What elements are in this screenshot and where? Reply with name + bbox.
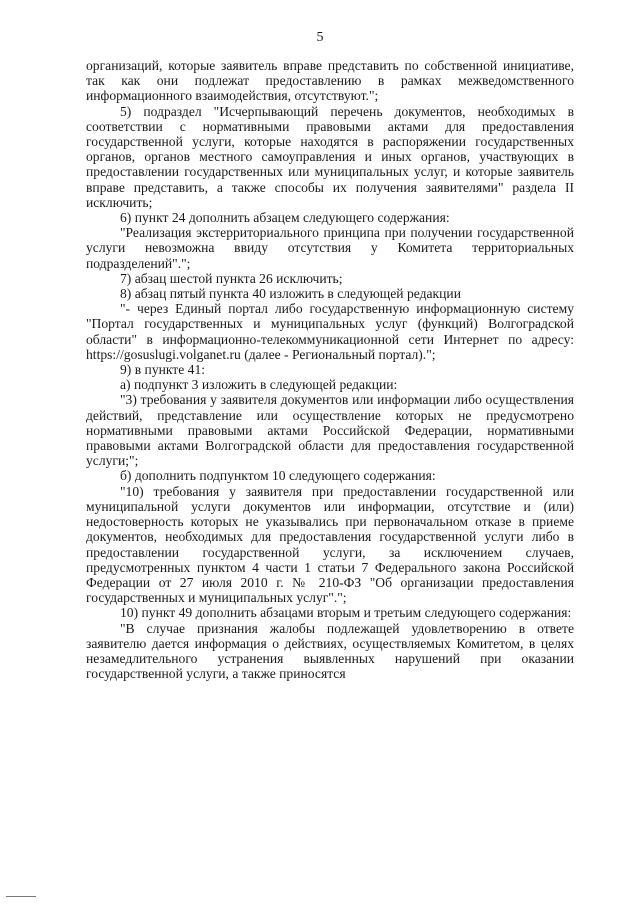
paragraph-continuation: организаций, которые заявитель вправе представить по собственной инициативе, так как они подлежат предоставлению в рамках межведомственного информационного взаимодействия, отсутствуют.";: [86, 58, 574, 104]
paragraph-item-10: 10) пункт 49 дополнить абзацами вторым и третьим следующего содержания:: [120, 605, 572, 621]
document-body: [86, 58, 574, 681]
paragraph-item-5: 5) подраздел "Исчерпывающий перечень документов, необходимых в соответствии с нормативными правовыми актами для предоставления государственной услуги, которые находятся в распоряжении государственных органов, органов местного самоуправления и иных органов, участвующих в предоставлении государственных или муниципальных услуг, и которые заявитель вправе представить, а также способы их получения заявителями" раздела II исключить;: [86, 103, 574, 210]
paragraph-quote-complaint: "В случае признания жалобы подлежащей удовлетворению в ответе заявителю дается информация о действиях, осуществляемых Комитетом, в целях незамедлительного устранения выявленных нарушений при оказании государственной услуги, а также приносятся: [86, 620, 574, 682]
paragraph-subitem-a: а) подпункт 3 изложить в следующей редакции:: [120, 377, 398, 393]
paragraph-item-8: 8) абзац пятый пункта 40 изложить в следующей редакции: [120, 286, 461, 302]
paragraph-item-9: 9) в пункте 41:: [120, 362, 206, 378]
paragraph-subitem-b: б) дополнить подпунктом 10 следующего содержания:: [120, 468, 436, 484]
paragraph-quote-extraterritorial: "Реализация экстерриториального принципа при получении государственной услуги невозможна ввиду отсутствия у Комитета территориальных подразделений".";: [86, 225, 574, 271]
paragraph-item-6: 6) пункт 24 дополнить абзацем следующего содержания:: [120, 210, 450, 226]
margin-mark: [6, 896, 36, 897]
paragraph-quote-subitem-3: "3) требования у заявителя документов или информации либо осуществления действий, представление или осуществление которых не предусмотрено нормативными правовыми актами Российской Федерации, нормативными правовыми актами Волгоградской области для предоставления государственной услуги;";: [86, 392, 574, 469]
paragraph-quote-portal: "- через Единый портал либо государственную информационную систему "Портал государственных и муниципальных услуг (функций) Волгоградской области" в информационно-телекоммуникационной сети Интернет по адресу: https://gosuslugi.volganet.ru (далее - Региональный портал).";: [86, 301, 574, 362]
paragraph-item-7: 7) абзац шестой пункта 26 исключить;: [120, 270, 343, 286]
paragraph-quote-subitem-10: "10) требования у заявителя при предоставлении государственной или муниципальной услуги документов или информации, отсутствие и (или) недостоверность которых не указывались при первоначальном отказе в приеме документов, необходимых для предоставления государственной услуги либо в предоставлении государственной услуги, за исключением случаев, предусмотренных пунктом 4 части 1 статьи 7 Федерального закона Российской Федерации от 27 июля 2010 г. № 210-ФЗ "Об организации предоставления государственных и муниципальных услуг".";: [86, 483, 574, 606]
page-number: 5: [316, 30, 324, 45]
